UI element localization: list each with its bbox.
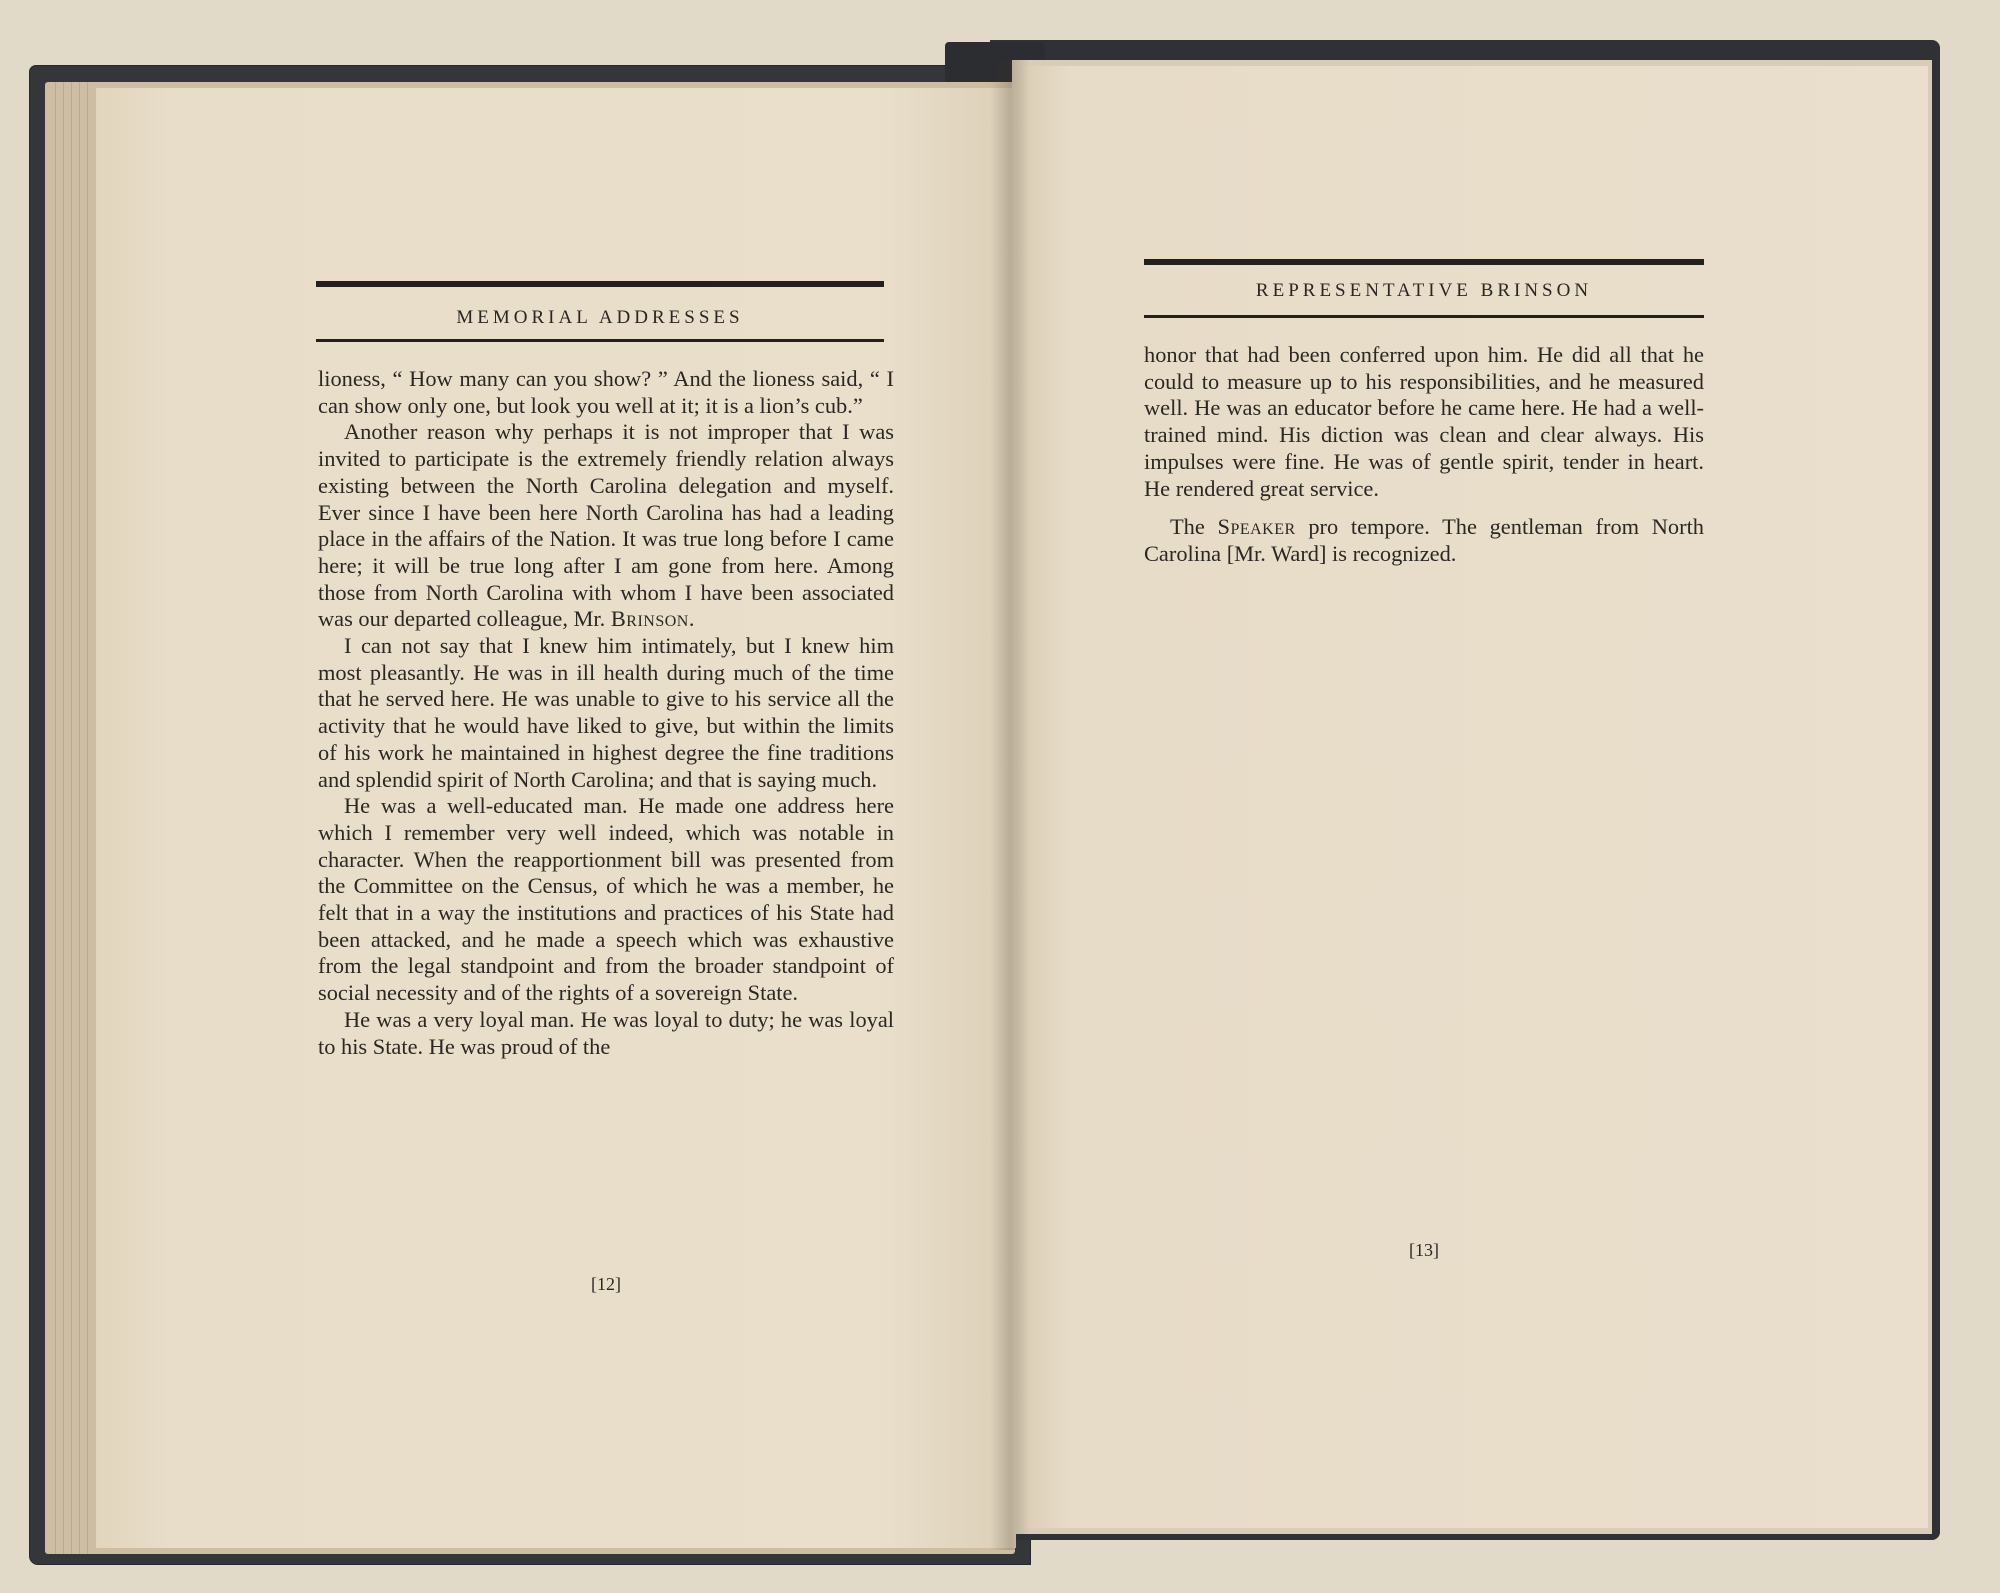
paragraph: He was a well-educated man. He made one address here which I remember very well indeed, which was notable in character. When the reapportionment bill was presented from the Committee on the Census, of which he was a member, he felt that in a way the institutions and practices of his State had been attacked, and he made a speech which was exhaustive from the legal standpoint and from the broader standpoint of social necessity and of the rights of a sovereign State.: [318, 793, 894, 1006]
paragraph: He was a very loyal man. He was loyal to duty; he was loyal to his State. He was proud of the: [318, 1006, 894, 1059]
left-body-text: [318, 366, 894, 1060]
paragraph: I can not say that I knew him intimately, but I knew him most pleasantly. He was in ill health during much of the time that he served here. He was unable to give to his service all the activity that he would have liked to give, but within the limits of his work he maintained in highest degree the fine traditions and splendid spirit of North Carolina; and that is saying much.: [318, 633, 894, 792]
paragraph: lioness, “ How many can you show? ” And the lioness said, “ I can show only one, but look you well at it; it is a lion’s cub.”: [318, 366, 894, 418]
running-head-left: MEMORIAL ADDRESSES: [456, 307, 744, 328]
head-rule-top: [1144, 259, 1704, 265]
page-number-left: [12]: [591, 1274, 621, 1294]
page-number-right: [13]: [1409, 1240, 1439, 1260]
paragraph: The Speaker pro tempore. The gentleman from North Carolina [Mr. Ward] is recognized.: [1144, 514, 1704, 566]
right-body-text: [1144, 342, 1704, 568]
right-page: [1016, 66, 1928, 1528]
head-rule-top: [316, 281, 884, 287]
name-brinson: Brinson: [610, 606, 689, 632]
running-head-right: REPRESENTATIVE BRINSON: [1255, 280, 1593, 301]
paragraph: honor that had been conferred upon him. He did all that he could to measure up to his responsibilities, and he measured well. He was an educator before he came here. He had a well-trained mind. His diction was clean and clear always. His impulses were fine. He was of gentle spirit, tender in heart. He rendered great service.: [1144, 342, 1704, 501]
head-rule-bottom: [316, 339, 884, 342]
speaker-label: Speaker: [1217, 514, 1296, 540]
left-page: [96, 88, 1016, 1548]
paragraph: Another reason why perhaps it is not improper that I was invited to participate is the extremely friendly relation always existing between the North Carolina delegation and myself. Ever since I have been here North Carolina has had a leading place in the affairs of the Nation. It was true long before I came here; it will be true long after I am gone from here. Among those from North Carolina with whom I have been associated was our departed colleague, Mr. Brinson.: [318, 419, 894, 632]
head-rule-bottom: [1144, 315, 1704, 318]
gutter-shadow: [990, 60, 1030, 1550]
